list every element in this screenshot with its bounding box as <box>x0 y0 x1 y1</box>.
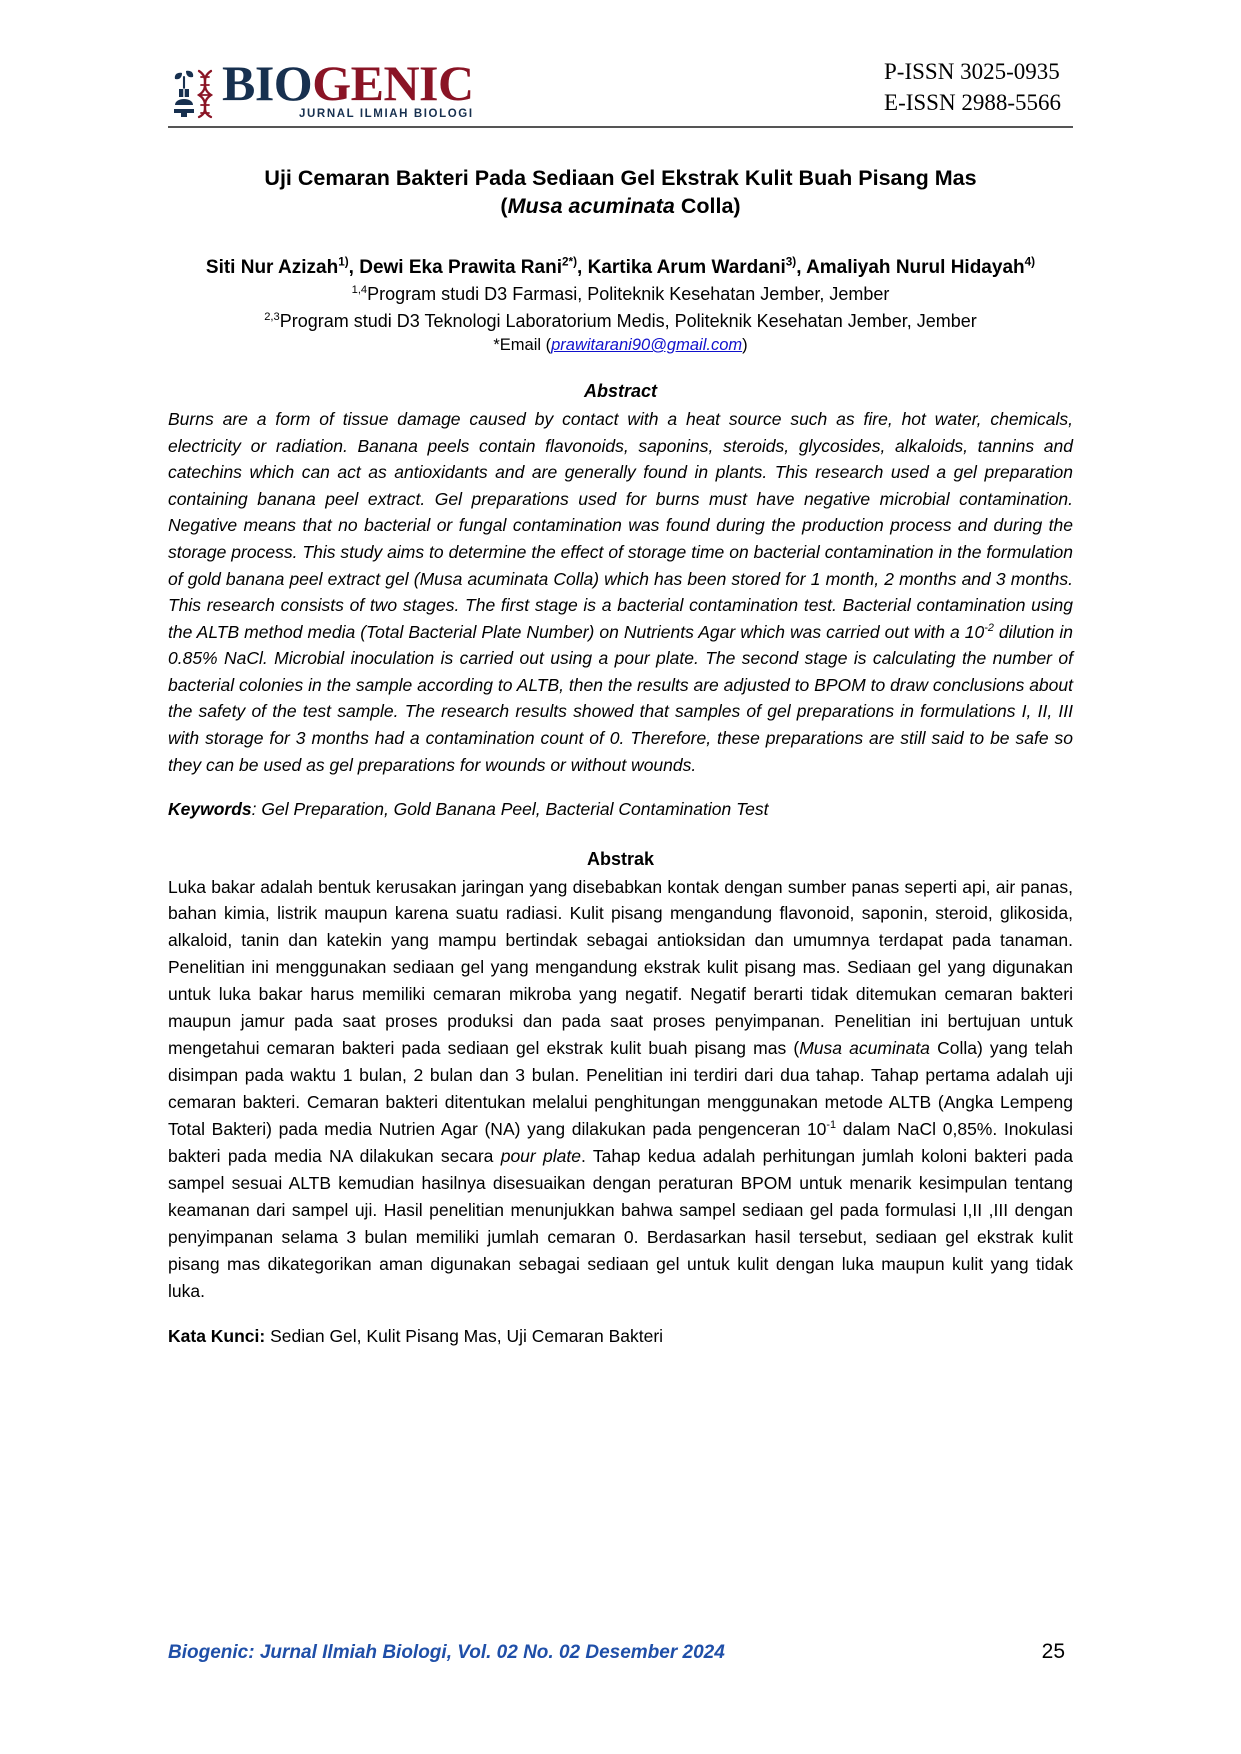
email-suffix: ) <box>742 335 748 354</box>
article-title-line2-suffix: Colla) <box>674 194 741 219</box>
affiliation-marker: 1,4 <box>351 284 368 297</box>
affiliation-line <box>168 282 1073 307</box>
email-link[interactable]: prawitarani90@gmail.com <box>551 335 743 354</box>
abstract-en-part1: Burns are a form of tissue damage caused by contact with a heat source such as fire, hot water, chemicals, electricity or radiation. Banana peels contain flavonoids, saponins, steroids, glycosides, alkaloids, tannins and catechins which can act as antioxidants and are generally found in plants. This research used a gel preparation containing banana peel extract. Gel preparations used for burns must have negative microbial contamination. Negative means that no bacterial or fungal contamination was found during the production process and during the storage process. This study aims to determine the effect of storage time on bacterial contamination in the formulation of gold banana peel extract gel (Musa acuminata Colla) which has been stored for 1 month, 2 months and 3 months. This research consists of two stages. The first stage is a bacterial contamination test. Bacterial contamination using the ALTB method media (Total Bacterial Plate Number) on Nutrients Agar which was carried out with a 10 <box>168 408 1073 642</box>
affiliation-text: Program studi D3 Teknologi Laboratorium Medis, Politeknik Kesehatan Jember, Jember <box>279 311 977 332</box>
keywords-en-value: Gel Preparation, Gold Banana Peel, Bacterial Contamination Test <box>261 799 769 820</box>
keywords-id <box>168 1323 1073 1349</box>
issn-electronic: E-ISSN 2988-5566 <box>884 90 1061 116</box>
page-content <box>168 0 1073 1349</box>
abstract-id-part3: dalam NaCl 0,85%. Inokulasi bakteri pada media NA dilakukan secara <box>168 1118 1073 1166</box>
journal-logo <box>168 55 474 120</box>
keywords-id-value: Sedian Gel, Kulit Pisang Mas, Uji Cemaran Bakteri <box>265 1325 664 1346</box>
author-name: Amaliyah Nurul Hidayah <box>806 256 1025 278</box>
author-list <box>168 255 1073 280</box>
masthead <box>168 0 1073 120</box>
article-title-line1: Uji Cemaran Bakteri Pada Sediaan Gel Ekstrak Kulit Buah Pisang Mas <box>264 166 977 191</box>
keywords-id-label: Kata Kunci: <box>168 1325 266 1346</box>
article-title-paren-open: ( <box>500 194 508 219</box>
article-title-species: Musa acuminata <box>507 194 675 219</box>
author-affiliation-marker: 3) <box>785 255 797 269</box>
abstract-body-id <box>168 874 1073 1305</box>
author-name: Dewi Eka Prawita Rani <box>359 256 562 278</box>
microscope-plant-dna-icon <box>168 63 220 121</box>
affiliation-line <box>168 309 1073 334</box>
article-title <box>168 164 1073 221</box>
corresponding-email-line <box>168 336 1073 355</box>
footer-journal-citation: Biogenic: Jurnal Ilmiah Biologi, Vol. 02 No. 02 Desember 2024 <box>168 1642 725 1663</box>
author-name: Siti Nur Azizah <box>205 256 339 278</box>
footer-page-number: 25 <box>1041 1640 1065 1663</box>
masthead-divider <box>168 126 1073 128</box>
author-separator: , <box>348 256 360 278</box>
email-prefix: *Email ( <box>493 335 552 354</box>
abstract-id-part4: . Tahap kedua adalah perhitungan jumlah koloni bakteri pada sampel sesuai ALTB kemudian hasilnya disesuaikan dengan peraturan BPOM untuk menarik kesimpulan tentang keamanan dari sampel uji. Hasil penelitian menunjukkan bahwa sampel sediaan gel pada formulasi I,II ,III dengan penyimpanan selama 3 bulan memiliki jumlah cemaran 0. Berdasarkan hasil tersebut, sediaan gel ekstrak kulit pisang mas dikategorikan aman digunakan sebagai sediaan gel untuk kulit dengan luka maupun kulit yang tidak luka. <box>168 1145 1074 1301</box>
abstract-en-part2: dilution in 0.85% NaCl. Microbial inoculation is carried out using a pour plate. The second stage is calculating the number of bacterial colonies in the sample according to ALTB, then the results are adjusted to BPOM to draw conclusions about the safety of the test sample. The research results showed that samples of gel preparations in formulations I, II, III with storage for 3 months had a contamination count of 0. Therefore, these preparations are still said to be safe so they can be used as gel preparations for wounds or without wounds. <box>168 621 1073 775</box>
author-affiliation-marker: 4) <box>1024 255 1036 269</box>
logo-word-bio: BIO <box>222 55 313 112</box>
keywords-en-separator: : <box>251 799 262 820</box>
author-separator: , <box>796 256 807 278</box>
keywords-en <box>168 796 1073 822</box>
journal-logo-text <box>222 55 474 120</box>
author-affiliation-marker: 1) <box>338 255 349 269</box>
abstract-body-en <box>168 406 1073 778</box>
abstract-heading-id: Abstrak <box>586 848 655 869</box>
logo-tagline: JURNAL ILMIAH BIOLOGI <box>299 107 474 120</box>
abstract-heading-en: Abstract <box>583 380 658 401</box>
abstract-id-superscript-dilution: -1 <box>826 1119 837 1132</box>
abstract-id-species: Musa acuminata <box>799 1038 930 1059</box>
page-footer <box>168 1640 1073 1664</box>
affiliation-text: Program studi D3 Farmasi, Politeknik Kesehatan Jember, Jember <box>367 284 890 305</box>
abstract-en-superscript-dilution: -2 <box>984 621 994 634</box>
keywords-en-label: Keywords <box>168 799 252 820</box>
issn-block <box>884 56 1073 120</box>
abstract-id-part1: Luka bakar adalah bentuk kerusakan jaringan yang disebabkan kontak dengan sumber panas seperti api, air panas, bahan kimia, listrik maupun karena suatu radiasi. Kulit pisang mengandung flavonoid, saponin, steroid, glikosida, alkaloid, tanin dan katekin yang mampu bertindak sebagai antioksidan dan umumnya terdapat pada tanaman. Penelitian ini menggunakan sediaan gel yang mengandung ekstrak kulit pisang mas. Sediaan gel yang digunakan untuk luka bakar harus memiliki cemaran mikroba yang negatif. Negatif berarti tidak ditemukan cemaran bakteri maupun jamur pada saat proses produksi dan pada saat proses penyimpanan. Penelitian ini bertujuan untuk mengetahui cemaran bakteri pada sediaan gel ekstrak kulit buah pisang mas ( <box>168 876 1073 1059</box>
logo-word-genic: GENIC <box>312 55 474 112</box>
abstract-id-italic-pour-plate: pour plate <box>500 1145 581 1166</box>
author-affiliation-marker: 2*) <box>561 255 578 269</box>
affiliation-marker: 2,3 <box>264 311 280 324</box>
author-name: Kartika Arum Wardani <box>587 256 786 278</box>
abstract-id-part2: Colla) yang telah disimpan pada waktu 1 bulan, 2 bulan dan 3 bulan. Penelitian ini terdiri dari dua tahap. Tahap pertama adalah uji cemaran bakteri. Cemaran bakteri ditentukan melalui penghitungan menggunakan metode ALTB (Angka Lempeng Total Bakteri) pada media Nutrien Agar (NA) yang dilakukan pada pengenceran 10 <box>168 1038 1073 1139</box>
author-separator: , <box>577 256 588 278</box>
issn-print: P-ISSN 3025-0935 <box>884 59 1060 84</box>
